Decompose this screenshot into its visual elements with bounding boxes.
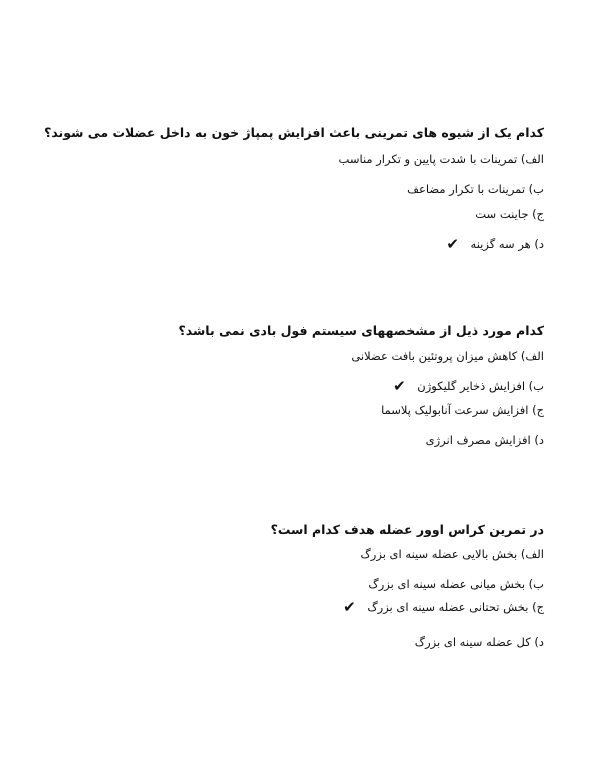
option-alef: [361, 546, 545, 562]
option-be: [393, 378, 544, 394]
option-alef: [339, 151, 544, 167]
question-2: [44, 322, 544, 447]
option-be: [368, 576, 544, 592]
check-mark-icon: ✔: [393, 377, 406, 395]
option-be: [407, 181, 544, 197]
option-alef: [351, 348, 544, 364]
question-1: [44, 124, 544, 253]
option-jim: [343, 599, 544, 615]
option-jim: [475, 206, 544, 222]
option-text: ب) بخش میانی عضله سینه ای بزرگ: [368, 577, 544, 591]
question-title: کدام مورد ذیل از مشخصههای سیستم فول بادی نمی باشد؟: [178, 323, 544, 338]
option-dal: [446, 236, 544, 252]
option-text: ج) افزایش سرعت آنابولیک پلاسما: [381, 403, 544, 417]
check-mark-icon: ✔: [343, 598, 356, 616]
option-jim: [381, 402, 544, 418]
option-text: ب) تمرینات با تکرار مضاعف: [407, 182, 544, 196]
option-text: الف) کاهش میزان پروتئین بافت عضلانی: [351, 349, 544, 363]
option-dal: [415, 634, 544, 650]
option-text: الف) بخش بالایی عضله سینه ای بزرگ: [360, 547, 544, 561]
check-mark-icon: ✔: [446, 235, 459, 253]
option-text: د) افزایش مصرف انرژی: [425, 433, 544, 447]
option-text: ب) افزایش ذخایر گلیکوژن: [417, 379, 544, 393]
option-text: د) کل عضله سینه ای بزرگ: [414, 635, 544, 649]
question-title: در تمرین کراس اوور عضله هدف کدام است؟: [270, 522, 544, 537]
question-3: [44, 521, 544, 649]
question-title: کدام یک از شیوه های تمرینی باعث افزایش پمپاژ خون به داخل عضلات می شوند؟: [44, 125, 544, 140]
option-text: ج) بخش تحتانی عضله سینه ای بزرگ: [367, 600, 544, 614]
option-text: الف) تمرینات با شدت پایین و تکرار مناسب: [338, 152, 544, 166]
option-text: ج) جاینت ست: [475, 207, 544, 221]
option-text: د) هر سه گزینه: [470, 237, 544, 251]
option-dal: [426, 432, 544, 448]
